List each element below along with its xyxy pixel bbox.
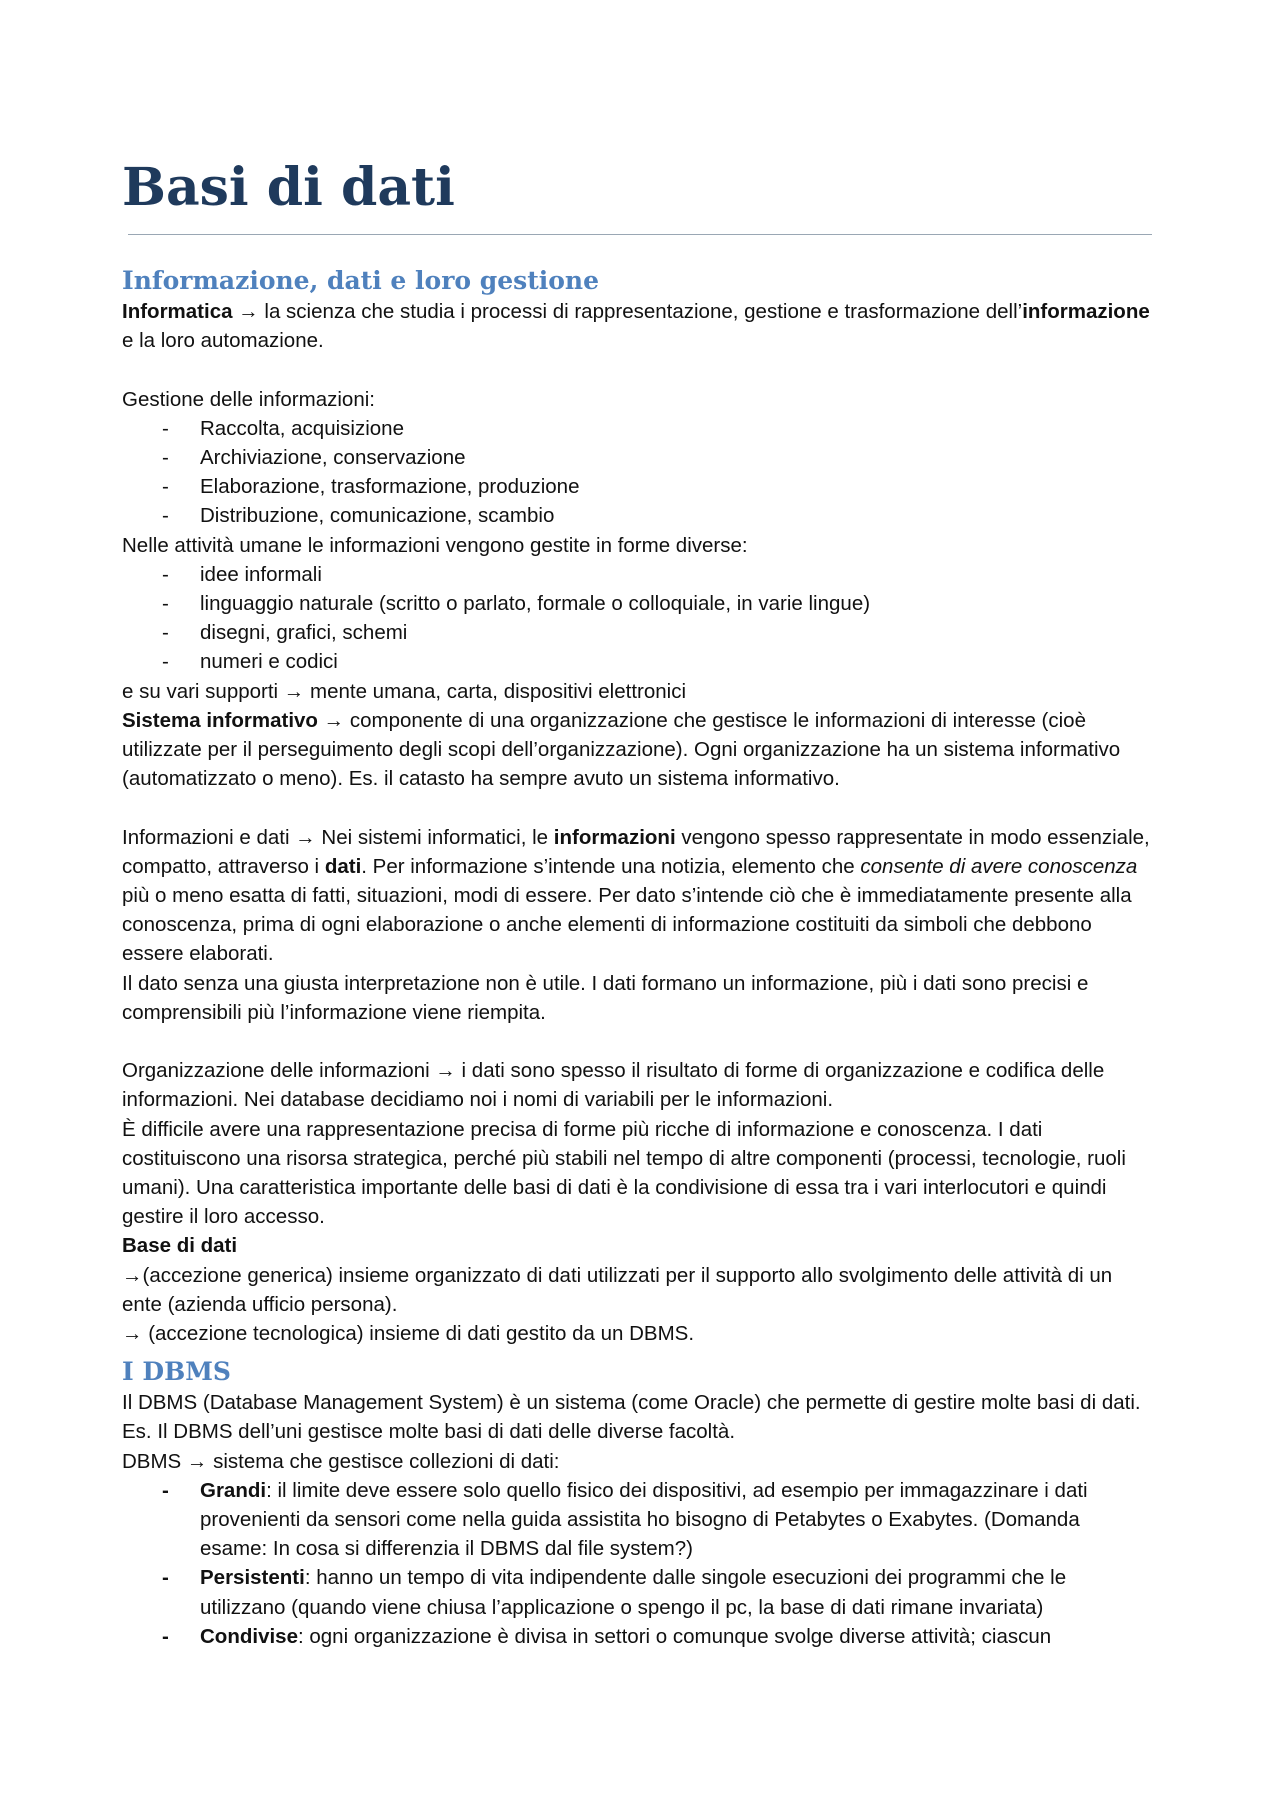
informatica-text-2: e la loro automazione. — [122, 329, 324, 353]
list-item — [122, 1476, 1152, 1564]
term-informazione: informazione — [1022, 300, 1150, 323]
accezione-generica: →(accezione generica) insieme organizzato di dati utilizzati per il supporto allo svolgimento delle attività di un ente (azienda ufficio persona). — [122, 1263, 1113, 1316]
sistema-text: → componente di una organizzazione che gestisce le informazioni di interesse (cioè utilizzate per il perseguimento degli scopi dell’organizzazione). Ogni organizzazione ha un sistema informativo (automatizzato o meno). Es. il catasto ha sempre avuto un sistema informativo. — [122, 708, 1121, 791]
title-divider — [128, 234, 1152, 235]
forme-list — [122, 560, 1152, 677]
term-dati: dati — [324, 854, 362, 878]
infodati-text-3: . Per informazione s’intende una notizia, elemento che — [361, 854, 861, 878]
supporti-line: e su vari supporti → mente umana, carta, dispositivi elettronici — [122, 679, 687, 703]
list-item: - Raccolta, acquisizione — [122, 414, 1152, 443]
list-item — [122, 1563, 1152, 1621]
dbms-properties-list — [122, 1476, 1152, 1651]
list-item: - idee informali — [122, 560, 1152, 589]
gestione-intro: Gestione delle informazioni: — [122, 387, 375, 411]
paragraph-informatica — [122, 297, 1152, 355]
term-informatica: Informatica — [122, 300, 233, 323]
term-base-di-dati — [122, 1231, 1152, 1260]
paragraph-dbms-intro: Il DBMS (Database Management System) è un sistema (come Oracle) che permette di gestire molte basi di dati. Es. Il DBMS dell’uni gestisce molte basi di dati delle diverse facoltà. — [122, 1391, 1141, 1444]
list-item: - Elaborazione, trasformazione, produzione — [122, 472, 1152, 501]
list-item: - Distribuzione, comunicazione, scambio — [122, 501, 1152, 530]
paragraph-informazioni-dati — [122, 823, 1152, 969]
list-item: - linguaggio naturale (scritto o parlato, formale o colloquiale, in varie lingue) — [122, 589, 1152, 618]
paragraph-organizzazione: Organizzazione delle informazioni → i dati sono spesso il risultato di forme di organizzazione e codifica delle informazioni. Nei database decidiamo noi i nomi di variabili per le informazioni. — [122, 1059, 1105, 1112]
term-persistenti: Persistenti — [200, 1566, 305, 1590]
condivise-text: : ogni organizzazione è divisa in settori o comunque svolge diverse attività; ciascun — [297, 1624, 1052, 1648]
infodati-text-4: più o meno esatta di fatti, situazioni, modi di essere. Per dato s’intende ciò che è immediatamente presente alla conoscenza, prima di ogni elaborazione o anche elementi di informazione costituiti da simboli che debbono essere elaborati. — [122, 884, 1132, 966]
infodati-text-1: Informazioni e dati → Nei sistemi informatici, le — [122, 825, 554, 849]
arrow-informatica: → — [232, 300, 265, 323]
spacer — [122, 1027, 1152, 1056]
term-sistema-informativo: Sistema informativo — [122, 708, 318, 732]
section-heading-informazione: Informazione, dati e loro gestione — [122, 266, 600, 295]
paragraph-difficile: È difficile avere una rappresentazione precisa di forme più ricche di informazione e conoscenza. I dati costituiscono una risorsa strategica, perché più stabili nel tempo di altre componenti (processi, tecnologie, ruoli umani). Una caratteristica importante delle basi di dati è la condivisione di essa tra i vari interlocutori e quindi gestire il loro accesso. — [122, 1117, 1126, 1229]
list-item — [122, 1622, 1152, 1651]
informatica-text-1: la scienza che studia i processi di rappresentazione, gestione e trasformazione dell’ — [264, 300, 1023, 323]
document-title: Basi di dati — [122, 157, 455, 218]
term-condivise: Condivise — [200, 1624, 298, 1648]
list-item: - disegni, grafici, schemi — [122, 618, 1152, 647]
paragraph-dato-interpretazione: Il dato senza una giusta interpretazione non è utile. I dati formano un informazione, più i dati sono precisi e comprensibili più l’informazione viene riempita. — [122, 971, 1089, 1024]
list-item: - Archiviazione, conservazione — [122, 443, 1152, 472]
section-heading-dbms: I DBMS — [122, 1357, 231, 1387]
persistenti-text: : hanno un tempo di vita indipendente dalle singole esecuzioni dei programmi che le utilizzano (quando viene chiusa l’applicazione o spengo il pc, la base di dati rimane invariata) — [200, 1566, 1067, 1619]
base-di-dati-label: Base di dati — [122, 1234, 238, 1258]
gestione-list — [122, 414, 1152, 531]
list-item: - numeri e codici — [122, 647, 1152, 676]
dbms-definition: DBMS → sistema che gestisce collezioni di dati: — [122, 1449, 560, 1473]
accezione-tecnologica: → (accezione tecnologica) insieme di dati gestito da un DBMS. — [122, 1322, 695, 1346]
paragraph-sistema-informativo — [122, 706, 1152, 794]
document-page — [122, 150, 1152, 1651]
spacer — [122, 793, 1152, 822]
spacer — [122, 355, 1152, 384]
term-informazioni: informazioni — [553, 825, 676, 849]
term-grandi: Grandi — [200, 1478, 267, 1502]
infodati-text-2: vengono spesso rappresentate in modo essenziale, compatto, attraverso i — [122, 825, 1150, 878]
forme-intro: Nelle attività umane le informazioni vengono gestite in forme diverse: — [122, 533, 748, 557]
italic-consente: consente di avere conoscenza — [860, 854, 1138, 878]
grandi-text: : il limite deve essere solo quello fisico dei dispositivi, ad esempio per immagazzinare i dati provenienti da sensori come nella guida assistita ho bisogno di Petabytes o Exabytes. (Domanda esame: In cosa si differenzia il DBMS dal file system?) — [200, 1478, 1088, 1561]
